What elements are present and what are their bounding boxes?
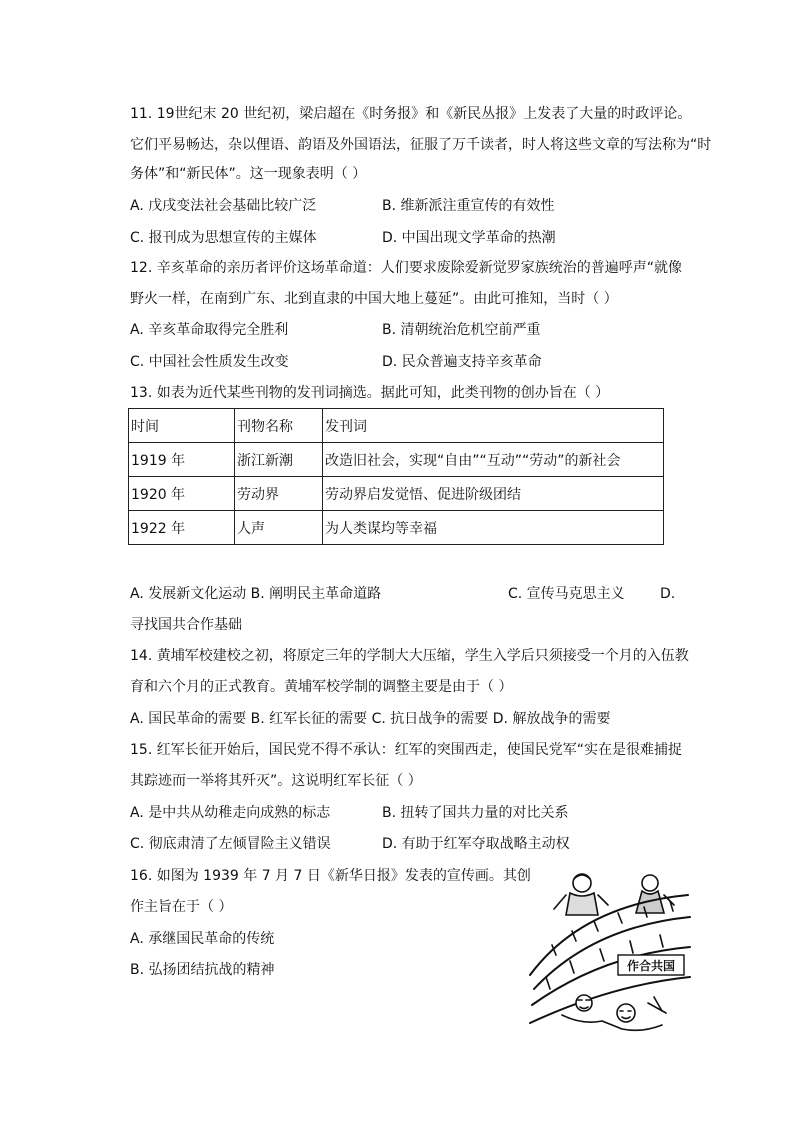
q15-option-d[interactable]: D. 有助于红军夺取战略主动权 bbox=[382, 836, 570, 852]
q12-option-a[interactable]: A. 辛亥革命取得完全胜利 bbox=[130, 322, 289, 338]
q12-option-c[interactable]: C. 中国社会性质发生改变 bbox=[130, 354, 289, 370]
q14-options[interactable]: A. 国民革命的需要 B. 红军长征的需要 C. 抗日战争的需要 D. 解放战争的需要 bbox=[130, 711, 611, 727]
table-cell: 浙江新潮 bbox=[235, 443, 323, 477]
q15-option-c[interactable]: C. 彻底肃清了左倾冒险主义错误 bbox=[130, 836, 331, 852]
q15-stem-line2: 其踪迹而一举将其歼灭”。这说明红军长征（ ） bbox=[130, 773, 422, 789]
table-cell: 改造旧社会，实现“自由”“互动”“劳动”的新社会 bbox=[323, 443, 664, 477]
cartoon-banner-text: 作合共国 bbox=[626, 959, 676, 973]
q14-stem-line1: 14. 黄埔军校建校之初，将原定三年的学制大大压缩，学生入学后只须接受一个月的入伍教 bbox=[130, 648, 689, 664]
q11-stem-line3: 务体”和“新民体”。这一现象表明（ ） bbox=[130, 166, 367, 182]
q16-option-a[interactable]: A. 承继国民革命的传统 bbox=[130, 931, 275, 947]
table-row bbox=[129, 511, 664, 545]
q13-option-c[interactable]: C. 宣传马克思主义 bbox=[508, 586, 625, 602]
table-header-cell: 时间 bbox=[129, 409, 235, 443]
q16-option-b[interactable]: B. 弘扬团结抗战的精神 bbox=[130, 962, 275, 978]
table-cell: 1920 年 bbox=[129, 477, 235, 511]
q15-option-a[interactable]: A. 是中共从幼稚走向成熟的标志 bbox=[130, 805, 331, 821]
q13-option-ab[interactable]: A. 发展新文化运动 B. 阐明民主革命道路 bbox=[130, 586, 382, 602]
q11-option-c[interactable]: C. 报刊成为思想宣传的主媒体 bbox=[130, 230, 317, 246]
q12-option-b[interactable]: B. 清朝统治危机空前严重 bbox=[382, 322, 541, 338]
table-header-cell: 刊物名称 bbox=[235, 409, 323, 443]
table-cell: 1919 年 bbox=[129, 443, 235, 477]
q12-option-d[interactable]: D. 民众普遍支持辛亥革命 bbox=[382, 354, 542, 370]
q11-option-a[interactable]: A. 戊戌变法社会基础比较广泛 bbox=[130, 198, 317, 214]
q12-stem-line2: 野火一样，在南到广东、北到直隶的中国大地上蔓延”。由此可推知，当时（ ） bbox=[130, 291, 618, 307]
table-header-cell: 发刊词 bbox=[323, 409, 664, 443]
q13-option-d-label[interactable]: D. bbox=[660, 586, 676, 602]
table-header-row bbox=[129, 409, 664, 443]
table-row bbox=[129, 477, 664, 511]
q13-option-d-text[interactable]: 寻找国共合作基础 bbox=[130, 617, 242, 633]
table-cell: 劳动界 bbox=[235, 477, 323, 511]
table-cell: 为人类谋均等幸福 bbox=[323, 511, 664, 545]
table-cell: 人声 bbox=[235, 511, 323, 545]
propaganda-cartoon bbox=[522, 865, 694, 1037]
q11-stem-line2: 它们平易畅达，杂以俚语、韵语及外国语法，征服了万千读者，时人将这些文章的写法称为“时 bbox=[130, 137, 712, 153]
journal-table bbox=[128, 408, 664, 545]
q11-option-b[interactable]: B. 维新派注重宣传的有效性 bbox=[382, 198, 555, 214]
q14-stem-line2: 育和六个月的正式教育。黄埔军校学制的调整主要是由于（ ） bbox=[130, 679, 513, 695]
q11-stem-line1: 11. 19世纪末 20 世纪初，梁启超在《时务报》和《新民丛报》上发表了大量的时政评论。 bbox=[130, 106, 692, 122]
q11-option-d[interactable]: D. 中国出现文学革命的热潮 bbox=[382, 230, 556, 246]
q15-option-b[interactable]: B. 扭转了国共力量的对比关系 bbox=[382, 805, 569, 821]
q13-stem: 13. 如表为近代某些刊物的发刊词摘选。据此可知，此类刊物的创办旨在（ ） bbox=[130, 385, 610, 401]
table-row bbox=[129, 443, 664, 477]
table-cell: 劳动界启发觉悟、促进阶级团结 bbox=[323, 477, 664, 511]
table-cell: 1922 年 bbox=[129, 511, 235, 545]
q15-stem-line1: 15. 红军长征开始后，国民党不得不承认：红军的突围西走，使国民党军“实在是很难捕捉 bbox=[130, 742, 682, 758]
q16-stem-line1: 16. 如图为 1939 年 7 月 7 日《新华日报》发表的宣传画。其创 bbox=[130, 868, 531, 884]
q16-stem-line2: 作主旨在于（ ） bbox=[130, 899, 233, 915]
q12-stem-line1: 12. 辛亥革命的亲历者评价这场革命道：人们要求废除爱新觉罗家族统治的普遍呼声“就像 bbox=[130, 260, 682, 276]
